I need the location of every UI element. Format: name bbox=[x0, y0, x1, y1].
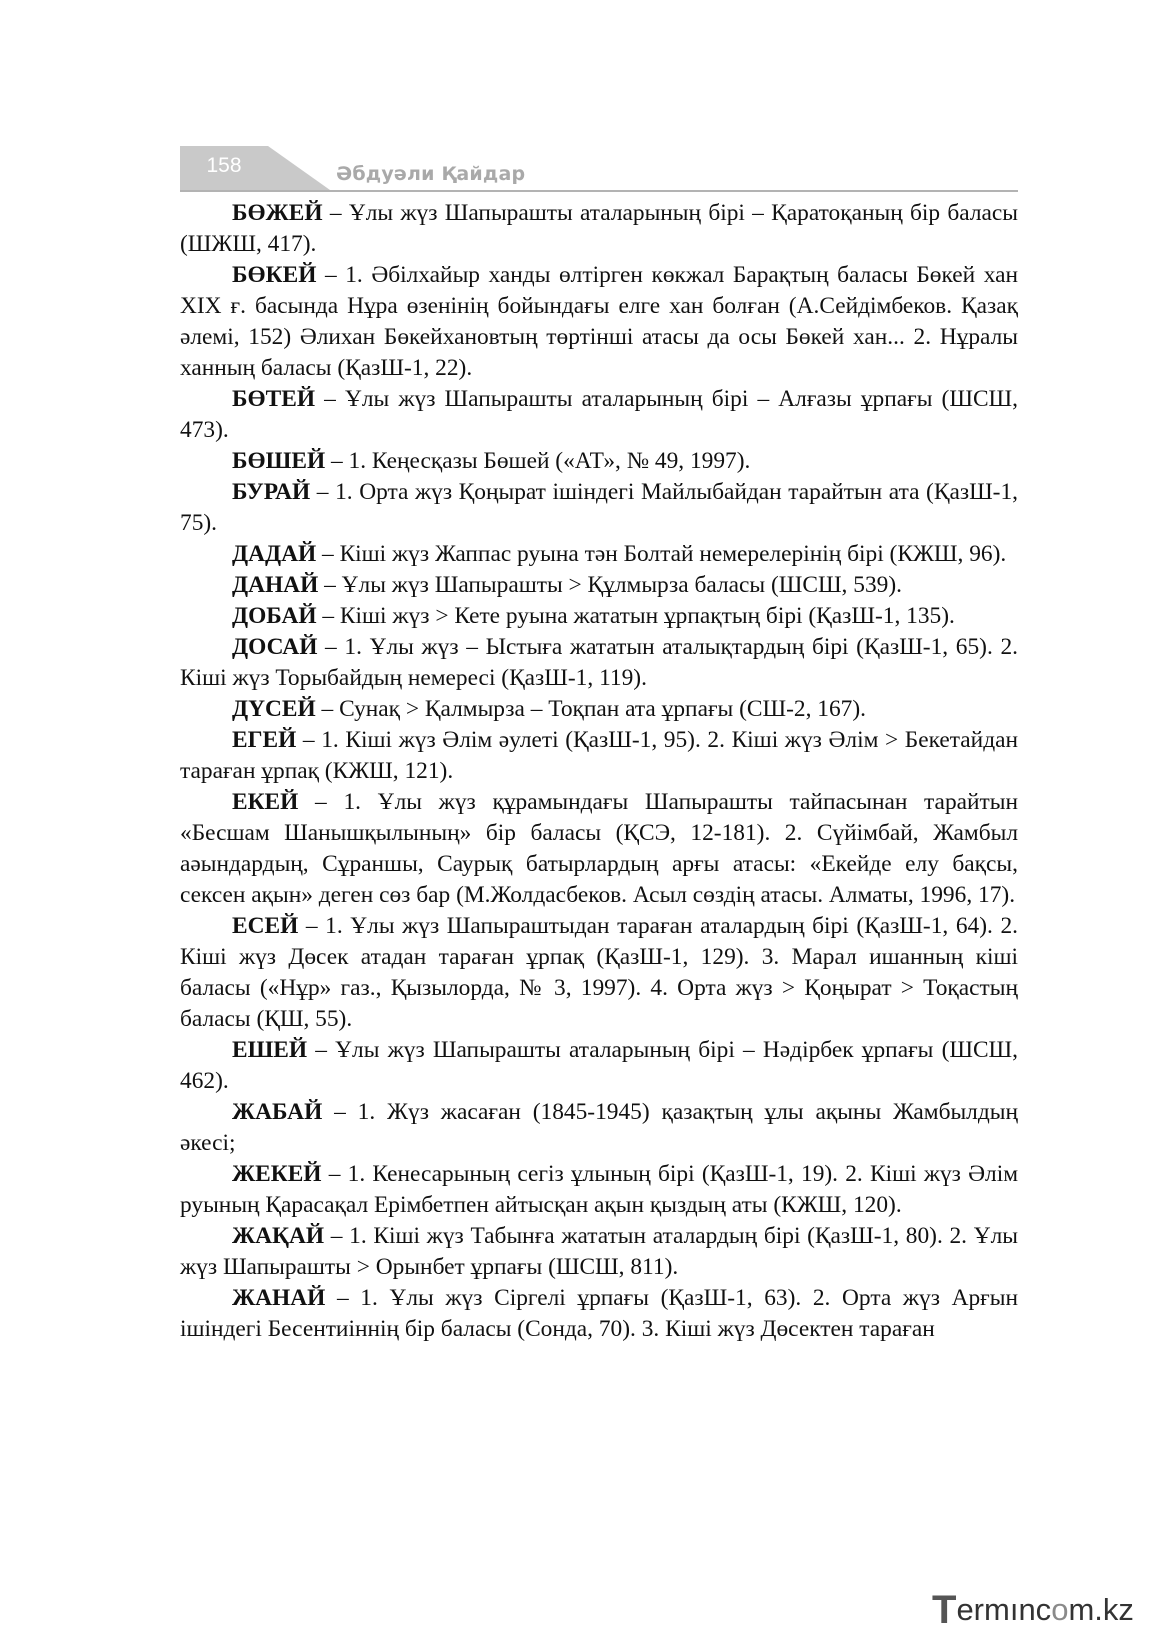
entry bbox=[180, 694, 1018, 725]
entry bbox=[180, 1221, 1018, 1283]
entry bbox=[180, 787, 1018, 911]
entry-text: – 1. Орта жүз Қоңырат ішіндегі Майлыбайдан тарайтын ата (ҚазШ-1, 75). bbox=[180, 479, 1018, 536]
header-rule bbox=[180, 190, 1018, 192]
entry-term: БӨКЕЙ bbox=[232, 262, 317, 288]
entry-term: БУРАЙ bbox=[232, 479, 311, 505]
entry-term: ДОБАЙ bbox=[232, 603, 317, 629]
entry-text: – 1. Кеңесқазы Бөшей («АТ», № 49, 1997). bbox=[325, 448, 751, 474]
running-title: Әбдуәли Қайдар bbox=[336, 163, 526, 185]
entry-text: – Сунақ > Қалмырза – Тоқпан ата ұрпағы (СШ-2, 167). bbox=[315, 696, 867, 722]
entry-text: – Ұлы жүз Шапырашты > Құлмырза баласы (ШСШ, 539). bbox=[318, 572, 902, 598]
entry bbox=[180, 198, 1018, 260]
entry-term: ЖАБАЙ bbox=[232, 1099, 323, 1125]
entry bbox=[180, 260, 1018, 384]
entry-text: – 1. Әбілхайыр ханды өлтірген көкжал Барақтың баласы Бөкей хан XIX ғ. басында Нұра өзенінің бойындағы елге хан болған (А.Сейдімбеков. Қазақ әлемі, 152) Әлихан Бөкейхановтың төртінші атасы да осы Бөкей хан... 2. Нұралы ханның баласы (ҚазШ-1, 22). bbox=[180, 262, 1018, 381]
entry-text: – 1. Ұлы жүз құрамындағы Шапырашты тайпасынан тарайтын «Бесшам Шанышқылының» бір баласы (ҚСЭ, 12-181). 2. Сүйімбай, Жамбыл аәындардың, Сұраншы, Саурық батырлардың арғы атасы: «Екейде елу бақсы, сексен ақын» деген сөз бар (М.Жолдасбеков. Асыл сөздің атасы. Алматы, 1996, 17). bbox=[180, 789, 1018, 908]
entry bbox=[180, 601, 1018, 632]
entry bbox=[180, 570, 1018, 601]
watermark-domain: m.kz bbox=[1068, 1592, 1134, 1627]
entry-term: ЕСЕЙ bbox=[232, 913, 299, 939]
entry-term: ЖАНАЙ bbox=[232, 1285, 326, 1311]
entry-term: ДАДАЙ bbox=[232, 541, 317, 567]
dictionary-entries bbox=[180, 198, 1018, 1345]
entry-text: – 1. Кіші жүз Табынға жататын аталардың бірі (ҚазШ-1, 80). 2. Ұлы жүз Шапырашты > Орынбет ұрпағы (ШСШ, 811). bbox=[180, 1223, 1018, 1280]
watermark-o: o bbox=[1051, 1592, 1069, 1627]
entry bbox=[180, 539, 1018, 570]
entry-text: – 1. Кіші жүз Әлім әулеті (ҚазШ-1, 95). 2. Кіші жүз Әлім > Бекетайдан тараған ұрпақ (КЖШ, 121). bbox=[180, 727, 1018, 784]
page-number-tab bbox=[180, 146, 268, 190]
entry-text: – 1. Ұлы жүз Шапыраштыдан тараған аталардың бірі (ҚазШ-1, 64). 2. Кіші жүз Дөсек атадан тараған ұрпақ (ҚазШ-1, 129). 3. Марал ишанның кіші баласы («Нұр» газ., Қызылорда, № 3, 1997). 4. Орта жүз > Қоңырат > Тоқастың баласы (ҚШ, 55). bbox=[180, 913, 1018, 1032]
watermark-text: ermınc bbox=[956, 1592, 1052, 1627]
entry bbox=[180, 1159, 1018, 1221]
watermark-initial: T bbox=[932, 1588, 957, 1632]
entry bbox=[180, 911, 1018, 1035]
entry bbox=[180, 1035, 1018, 1097]
entry-text: – 1. Ұлы жүз – Ыстыға жататын аталықтардың бірі (ҚазШ-1, 65). 2. Кіші жүз Торыбайдың немересі (ҚазШ-1, 119). bbox=[180, 634, 1018, 691]
entry-term: БӨЖЕЙ bbox=[232, 200, 323, 226]
entry bbox=[180, 446, 1018, 477]
entry-text: – 1. Ұлы жүз Сіргелі ұрпағы (ҚазШ-1, 63). 2. Орта жүз Арғын ішіндегі Бесентиіннің бір баласы (Сонда, 70). 3. Кіші жүз Дөсектен тараған bbox=[180, 1285, 1018, 1342]
entry bbox=[180, 1097, 1018, 1159]
entry-text: – 1. Жүз жасаған (1845-1945) қазақтың ұлы ақыны Жамбылдың әкесі; bbox=[180, 1099, 1018, 1156]
entry-text: – Ұлы жүз Шапырашты аталарының бірі – Нәдірбек ұрпағы (ШСШ, 462). bbox=[180, 1037, 1018, 1094]
entry-term: ЖЕКЕЙ bbox=[232, 1161, 322, 1187]
entry-term: ДОСАЙ bbox=[232, 634, 318, 660]
entry-text: – Ұлы жүз Шапырашты аталарының бірі – Қаратоқаның бір баласы (ШЖШ, 417). bbox=[180, 200, 1018, 257]
entry-term: БӨТЕЙ bbox=[232, 386, 316, 412]
entry-term: ЕКЕЙ bbox=[232, 789, 299, 815]
page-number: 158 bbox=[206, 154, 242, 177]
entry bbox=[180, 725, 1018, 787]
entry-term: БӨШЕЙ bbox=[232, 448, 326, 474]
entry-term: ДҮСЕЙ bbox=[232, 696, 316, 722]
entry bbox=[180, 477, 1018, 539]
entry bbox=[180, 632, 1018, 694]
entry-text: – Кіші жүз Жаппас руына тән Болтай немерелерінің бірі (КЖШ, 96). bbox=[316, 541, 1007, 567]
entry-term: ЖАҚАЙ bbox=[232, 1223, 325, 1249]
entry-text: – Кіші жүз > Кете руына жататын ұрпақтың бірі (ҚазШ-1, 135). bbox=[316, 603, 955, 629]
entry bbox=[180, 384, 1018, 446]
entry-term: ЕГЕЙ bbox=[232, 727, 297, 753]
entry-text: – Ұлы жүз Шапырашты аталарының бірі – Алғазы ұрпағы (ШСШ, 473). bbox=[180, 386, 1018, 443]
entry-term: ДАНАЙ bbox=[232, 572, 319, 598]
entry-term: ЕШЕЙ bbox=[232, 1037, 308, 1063]
entry bbox=[180, 1283, 1018, 1345]
entry-text: – 1. Кенесарының сегіз ұлының бірі (ҚазШ-1, 19). 2. Кіші жүз Әлім руының Қарасақал Ерімбетпен айтысқан ақын қыздың аты (КЖШ, 120). bbox=[180, 1161, 1018, 1218]
watermark-logo bbox=[932, 1585, 1134, 1630]
